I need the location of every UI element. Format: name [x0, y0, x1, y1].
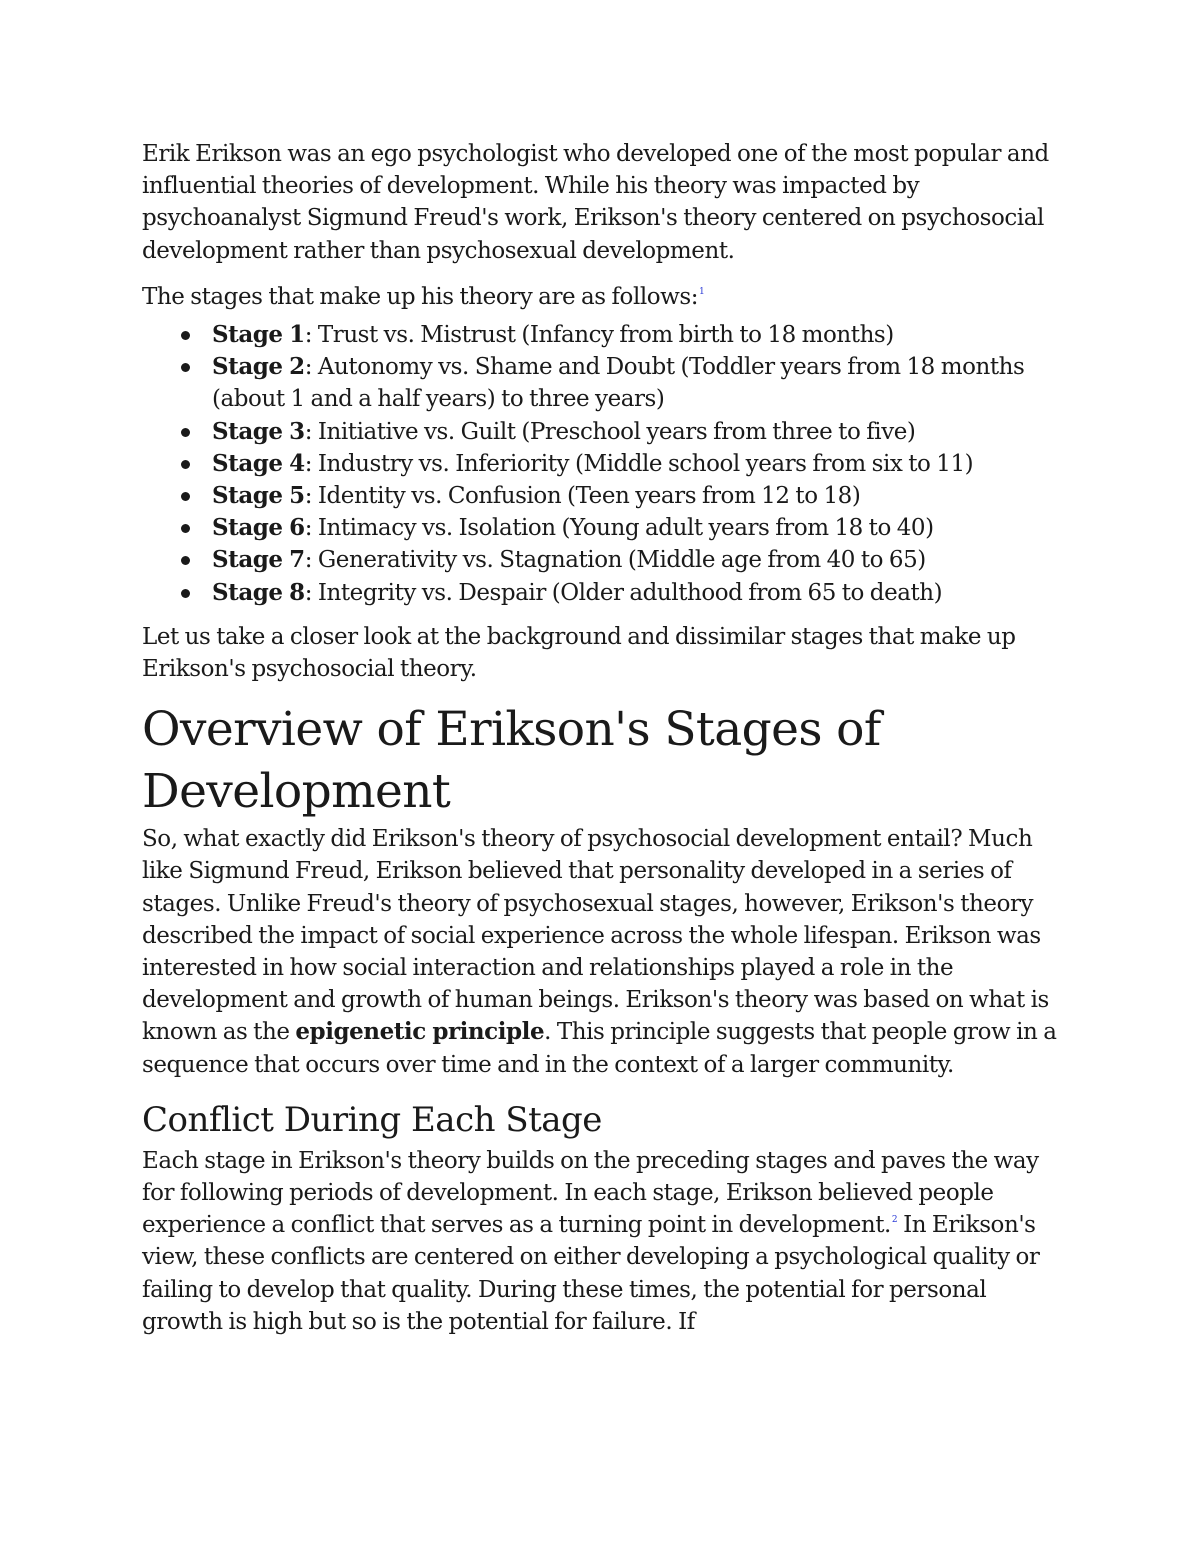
- stage-text: : Identity vs. Confusion (Teen years from 12 to 18): [304, 483, 861, 510]
- bullet-icon: [181, 460, 190, 469]
- stage-name: Stage 4: [212, 449, 305, 477]
- stage-name: Stage 7: [212, 546, 305, 574]
- stage-name: Stage 1: [212, 321, 305, 349]
- list-item: [212, 480, 1062, 512]
- document-page: [142, 138, 1062, 1338]
- stage-text: : Generativity vs. Stagnation (Middle age from 40 to 65): [304, 547, 926, 574]
- bullet-icon: [181, 428, 190, 437]
- stage-name: Stage 6: [212, 514, 305, 542]
- overview-paragraph: [142, 823, 1062, 1081]
- list-item: [212, 512, 1062, 544]
- stages-lead-paragraph: [142, 281, 1062, 313]
- stage-text: : Trust vs. Mistrust (Infancy from birth to 18 months): [304, 322, 894, 349]
- stage-name: Stage 8: [212, 578, 305, 606]
- footnote-ref-1[interactable]: 1: [699, 286, 705, 297]
- stage-text: : Autonomy vs. Shame and Doubt (Toddler years from 18 months (about 1 and a half years) to three years): [212, 354, 1025, 413]
- conflict-text-before: Each stage in Erikson's theory builds on the preceding stages and paves the way for following periods of development. In each stage, Erikson believed people experience a conflict that serves as a turning point in development.: [142, 1147, 1039, 1239]
- footnote-ref-2[interactable]: 2: [891, 1215, 898, 1226]
- bullet-icon: [181, 556, 190, 565]
- list-item: [212, 351, 1062, 415]
- conflict-paragraph: [142, 1145, 1062, 1338]
- conflict-text-after: In Erikson's view, these conflicts are centered on either developing a psychological quality or failing to develop that quality. During these times, the potential for personal growth is high but so is the potential for failure. If: [142, 1212, 1040, 1335]
- list-item: [212, 416, 1062, 448]
- conflict-heading: Conflict During Each Stage: [142, 1099, 602, 1140]
- stages-list: [142, 319, 1062, 609]
- closer-paragraph: Let us take a closer look at the background and dissimilar stages that make up Erikson's psychosocial theory.: [142, 623, 1016, 683]
- stage-name: Stage 3: [212, 417, 305, 445]
- bullet-icon: [181, 331, 190, 340]
- list-item: [212, 577, 1062, 609]
- stages-lead-text: The stages that make up his theory are as follows:: [142, 283, 699, 310]
- epigenetic-principle-term: epigenetic principle: [295, 1018, 545, 1046]
- bullet-icon: [181, 363, 190, 372]
- list-item: [212, 544, 1062, 576]
- intro-paragraph: Erik Erikson was an ego psychologist who developed one of the most popular and influential theories of development. While his theory was impacted by psychoanalyst Sigmund Freud's work, Erikson's theory centered on psychosocial development rather than psychosexual development.: [142, 141, 1049, 264]
- list-item: [212, 319, 1062, 351]
- bullet-icon: [181, 492, 190, 501]
- stage-name: Stage 5: [212, 482, 305, 510]
- bullet-icon: [181, 524, 190, 533]
- stage-text: : Intimacy vs. Isolation (Young adult years from 18 to 40): [304, 515, 934, 542]
- bullet-icon: [181, 589, 190, 598]
- stage-text: : Industry vs. Inferiority (Middle school years from six to 11): [304, 450, 974, 477]
- stage-name: Stage 2: [212, 353, 305, 381]
- overview-text-after: . This principle suggests that people grow in a sequence that occurs over time and in the context of a larger community.: [142, 1019, 1057, 1078]
- stage-text: : Integrity vs. Despair (Older adulthood from 65 to death): [304, 579, 943, 606]
- stage-text: : Initiative vs. Guilt (Preschool years from three to five): [304, 418, 916, 445]
- overview-text-before: So, what exactly did Erikson's theory of psychosocial development entail? Much like Sigmund Freud, Erikson believed that personality developed in a series of stages. Unlike Freud's theory of psychosexual stages, however, Erikson's theory described the impact of social experience across the whole lifespan. Erikson was interested in how social interaction and relationships played a role in the development and growth of human beings. Erikson's theory was based on what is known as the: [142, 826, 1049, 1046]
- list-item: [212, 448, 1062, 480]
- overview-heading: Overview of Erikson's Stages of Development: [142, 702, 881, 820]
